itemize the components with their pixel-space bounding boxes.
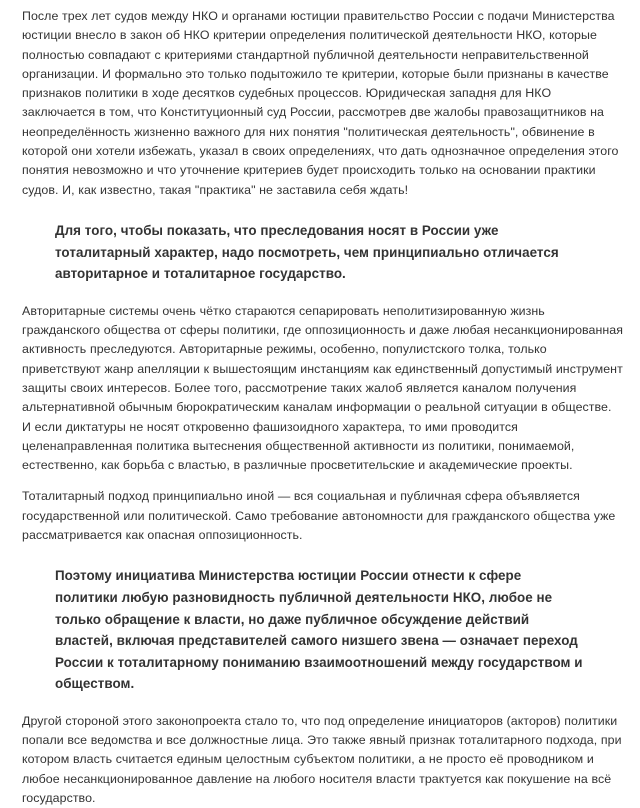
article-paragraph: Другой стороной этого законопроекта стало то, что под определение инициаторов (акторов) политики попали все ведомства и все должностные лица. Это также явный признак тоталитарного подхода, при котором власть считается единым целостным субъектом политики, а не просто её проводником и любое несанкционированное давление на любого носителя власти трактуется как покушение на всё государство.	[22, 713, 622, 806]
article-blockquote	[22, 557, 624, 699]
article-paragraph: Авторитарные системы очень чётко стараются сепарировать неполитизированную жизнь гражданского общества от сферы политики, где оппозиционность и даже любая несанкционированная активность преследуются. Авторитарные режимы, особенно, популистского толка, только приветствуют жанр апелляции к вышестоящим инстанциям как единственный допустимый инструмент защиты своих интересов. Более того, рассмотрение таких жалоб является каналом получения альтернативной обычным бюрократическим каналам информации о реальной ситуации в обществе. И если диктатуры не носят откровенно фашизоидного характера, то ими проводится целенаправленная политика вытеснения общественной активности из политики, понимаемой, естественно, как борьба с властью, в различные просветительские и академические проекты.	[22, 303, 624, 473]
article-blockquote-text: Поэтому инициатива Министерства юстиции России отнести к сфере политики любую разновидность публичной деятельности НКО, любое не только обращение к власти, но даже публичное обсуждение действий властей, включая представителей самого низшего звена — означает переход России к тоталитарному пониманию взаимоотношений между государством и обществом.	[55, 568, 583, 692]
article-paragraph: Тоталитарный подход принципиально иной — вся социальная и публичная сфера объявляется государственной или политической. Само требование автономности для гражданского общества уже рассматривается как опасная оппозиционность.	[22, 489, 616, 543]
article-blockquote-text: Для того, чтобы показать, что преследования носят в России уже тоталитарный характер, надо посмотреть, чем принципиально отличается авторитарное и тоталитарное государство.	[55, 222, 559, 282]
article-blockquote	[22, 212, 624, 289]
article-paragraph: После трех лет судов между НКО и органами юстиции правительство России с подачи Министерства юстиции внесло в закон об НКО критерии определения политической деятельности НКО, которые полностью совпадают с критериями стандартной публичной деятельности неправительственной организации. И формально это только подытожило те критерии, которые были признаны в качестве признаков политики в ходе десятков судебных процессов. Юридическая западня для НКО заключается в том, что Конституционный суд России, рассмотрев две жалобы правозащитников на неопределённость жизненно важного для них понятия "политическая деятельность", обвинение в которой они хотели избежать, указал в своих определениях, что дать однозначное определения этого понятия невозможно и что уточнение критериев будет происходить только на основании практики судов. И, как известно, такая "практика" не заставила себя ждать!	[22, 9, 619, 197]
